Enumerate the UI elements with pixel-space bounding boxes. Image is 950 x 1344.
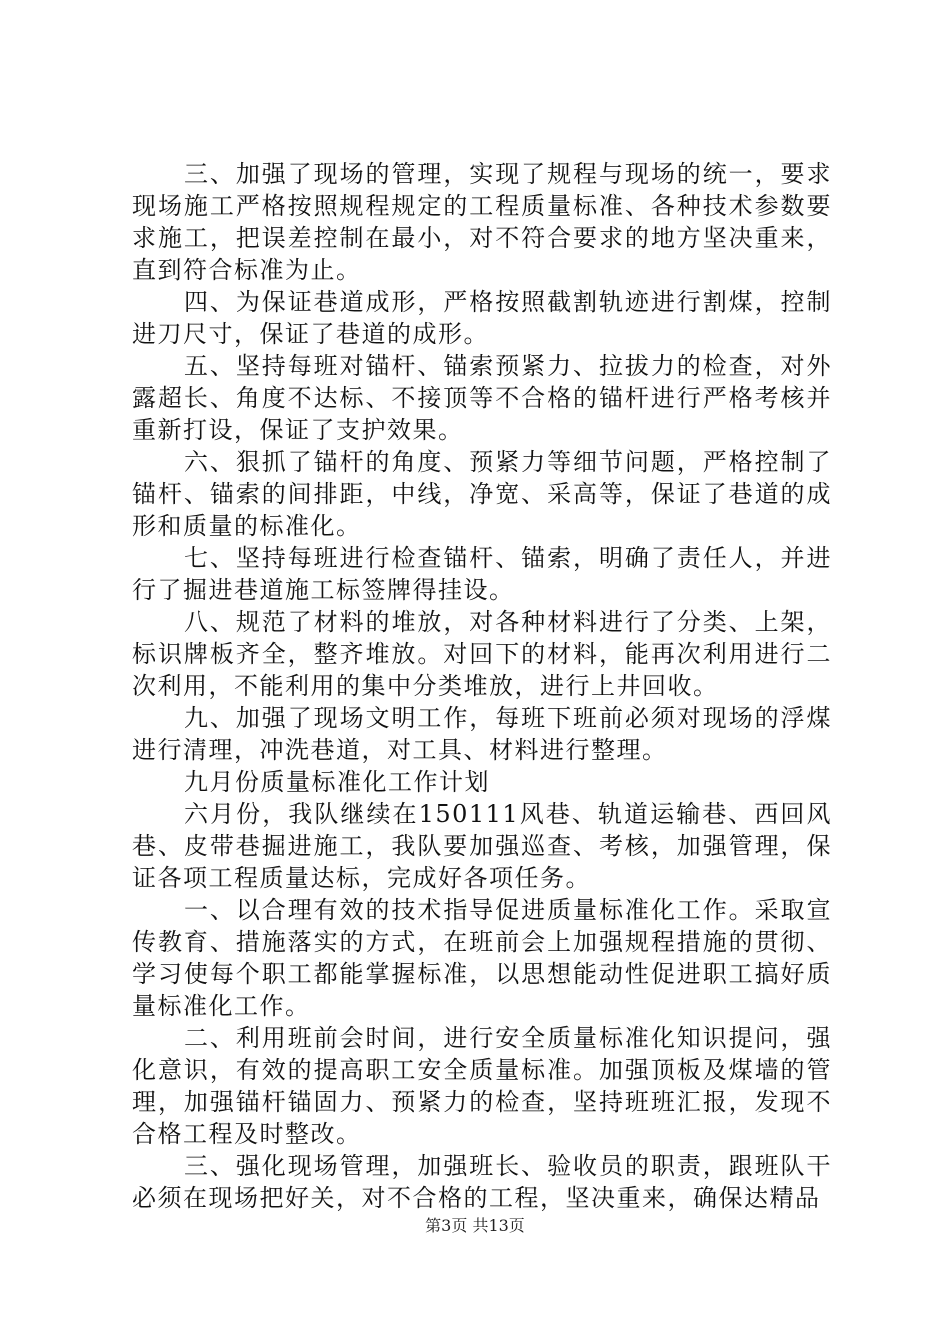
plan-item-1: 一、以合理有效的技术指导促进质量标准化工作。采取宣传教育、措施落实的方式，在班前会上加强规程措施的贯彻、学习使每个职工都能掌握标准，以思想能动性促进职工搞好质量标准化工作。 — [132, 896, 832, 1020]
paragraph-item-5: 五、坚持每班对锚杆、锚索预紧力、拉拔力的检查，对外露超长、角度不达标、不接顶等不合格的锚杆进行严格考核并重新打设，保证了支护效果。 — [132, 352, 832, 444]
plan-item-3: 三、强化现场管理，加强班长、验收员的职责，跟班队干必须在现场把好关，对不合格的工程，坚决重来，确保达精品 — [132, 1152, 832, 1212]
paragraph-item-9: 九、加强了现场文明工作，每班下班前必须对现场的浮煤进行清理，冲洗巷道，对工具、材料进行整理。 — [132, 704, 832, 764]
paragraph-item-6: 六、狠抓了锚杆的角度、预紧力等细节问题，严格控制了锚杆、锚索的间排距，中线，净宽、采高等，保证了巷道的成形和质量的标准化。 — [132, 448, 832, 540]
section-heading: 九月份质量标准化工作计划 — [184, 768, 490, 796]
paragraph-item-3: 三、加强了现场的管理，实现了规程与现场的统一，要求现场施工严格按照规程规定的工程质量标准、各种技术参数要求施工，把误差控制在最小，对不符合要求的地方坚决重来，直到符合标准为止。 — [132, 160, 832, 284]
document-body — [132, 158, 832, 1214]
paragraph-intro: 六月份，我队继续在150111风巷、轨道运输巷、西回风巷、皮带巷掘进施工，我队要加强巡查、考核，加强管理，保证各项工程质量达标，完成好各项任务。 — [132, 800, 832, 892]
paragraph-item-4: 四、为保证巷道成形，严格按照截割轨迹进行割煤，控制进刀尺寸，保证了巷道的成形。 — [132, 288, 832, 348]
plan-item-2: 二、利用班前会时间，进行安全质量标准化知识提问，强化意识，有效的提高职工安全质量标准。加强顶板及煤墙的管理，加强锚杆锚固力、预紧力的检查，坚持班班汇报，发现不合格工程及时整改。 — [132, 1024, 832, 1148]
paragraph-item-8: 八、规范了材料的堆放，对各种材料进行了分类、上架，标识牌板齐全，整齐堆放。对回下的材料，能再次利用进行二次利用，不能利用的集中分类堆放，进行上井回收。 — [132, 608, 832, 700]
paragraph-item-7: 七、坚持每班进行检查锚杆、锚索，明确了责任人，并进行了掘进巷道施工标签牌得挂设。 — [132, 544, 832, 604]
page-footer: 第3页 共13页 — [425, 1216, 525, 1235]
